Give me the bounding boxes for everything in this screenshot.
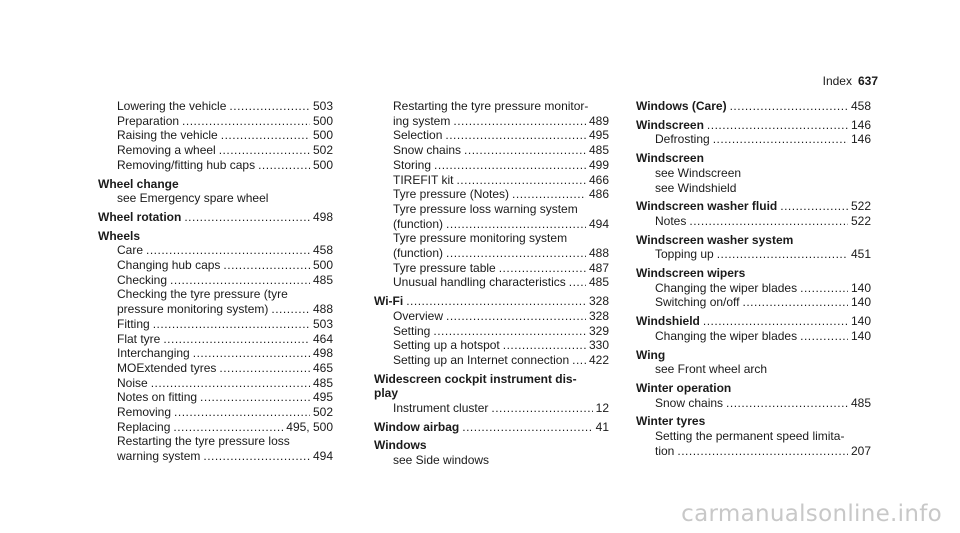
page-ref: 329: [588, 323, 609, 338]
entry-text: TIREFIT kit: [393, 172, 454, 187]
page-ref: 140: [850, 280, 871, 295]
page-ref: 498: [312, 346, 333, 361]
page-header: [823, 74, 878, 88]
dot-leader: [271, 302, 310, 317]
index-entry: [374, 353, 609, 368]
entry-text: Care: [117, 243, 144, 258]
index-entry: [374, 173, 609, 188]
index-entry: [98, 128, 333, 143]
entry-text: Windscreen washer system: [636, 232, 794, 247]
index-entry: [98, 317, 333, 332]
entry-text: Wi-Fi: [374, 294, 404, 309]
index-entry: [636, 247, 871, 262]
entry-text: see Front wheel arch: [655, 362, 768, 377]
dot-leader: [453, 114, 586, 129]
page-ref: 140: [850, 295, 871, 310]
page-ref: 485: [588, 275, 609, 290]
dot-leader: [406, 294, 586, 309]
page-ref: 522: [850, 213, 871, 228]
index-heading: [374, 438, 609, 453]
index-entry: [374, 202, 609, 231]
index-entry: [98, 346, 333, 361]
index-heading: [98, 210, 333, 225]
entry-text: ing system: [393, 113, 451, 128]
dot-leader: [780, 199, 848, 214]
dot-leader: [219, 361, 310, 376]
index-entry: [98, 390, 333, 405]
entry-line: Tyre pressure loss warning system: [393, 201, 578, 216]
entry-text: Selection: [393, 128, 443, 143]
index-heading: [636, 348, 871, 363]
entry-text: Wheel rotation: [98, 209, 182, 224]
index-entry: [374, 309, 609, 324]
entry-text: Removing/fitting hub caps: [117, 157, 256, 172]
dot-leader: [713, 132, 848, 147]
dot-leader: [221, 128, 310, 143]
page-ref: 494: [588, 216, 609, 231]
entry-text: see Windscreen: [655, 165, 742, 180]
page-ref: 485: [588, 143, 609, 158]
dot-leader: [677, 444, 848, 459]
page-ref: 498: [312, 209, 333, 224]
index-entry: [98, 273, 333, 288]
page-ref: 489: [588, 113, 609, 128]
dot-leader: [229, 99, 310, 114]
index-entry: [98, 99, 333, 114]
index-entry: [636, 281, 871, 296]
index-entry: [636, 214, 871, 229]
index-heading: [636, 233, 871, 248]
page-ref: 464: [312, 331, 333, 346]
index-entry: [98, 332, 333, 347]
index-entry: [98, 434, 333, 463]
page-ref: 495: [312, 390, 333, 405]
page-number: 637: [857, 74, 878, 88]
index-entry: [636, 295, 871, 310]
index-entry: [374, 158, 609, 173]
index-entry: [98, 420, 333, 435]
entry-text: see Windshield: [655, 180, 737, 195]
entry-text: Notes: [655, 213, 687, 228]
dot-leader: [689, 214, 848, 229]
dot-leader: [174, 405, 310, 420]
entry-text: (function): [393, 216, 444, 231]
index-entry: [636, 181, 871, 196]
entry-text: Setting up a hotspot: [393, 338, 500, 353]
dot-leader: [743, 295, 848, 310]
dot-leader: [434, 158, 586, 173]
page-ref: 207: [850, 443, 871, 458]
entry-text: Switching on/off: [655, 295, 740, 310]
entry-text: Windows (Care): [636, 99, 727, 113]
entry-text: Windscreen washer fluid: [636, 199, 778, 214]
dot-leader: [151, 376, 310, 391]
entry-line: Tyre pressure monitoring system: [393, 231, 568, 246]
index-entry: [98, 405, 333, 420]
index-heading: [636, 118, 871, 133]
dot-leader: [193, 346, 310, 361]
index-entry: [374, 231, 609, 260]
page-ref: 499: [588, 157, 609, 172]
index-entry: [636, 166, 871, 181]
index-entry: [98, 287, 333, 316]
index-entry: [374, 401, 609, 416]
dot-leader: [182, 114, 310, 129]
page-ref: 500: [312, 113, 333, 128]
index-column-3: [636, 99, 871, 458]
index-heading: [636, 99, 871, 114]
page-ref: 502: [312, 143, 333, 158]
entry-line: Restarting the tyre pressure monitor-: [393, 99, 589, 113]
dot-leader: [572, 353, 586, 368]
dot-leader: [445, 128, 586, 143]
page-ref: 488: [312, 302, 333, 317]
page-ref: 146: [850, 132, 871, 147]
page-ref: 503: [312, 99, 333, 113]
index-heading: [98, 177, 333, 192]
index-entry: [374, 275, 609, 290]
dot-leader: [499, 261, 586, 276]
entry-text: Removing a wheel: [117, 143, 216, 158]
entry-text: Snow chains: [655, 395, 724, 410]
index-entry: [374, 453, 609, 468]
entry-text: Lowering the vehicle: [117, 99, 227, 113]
dot-leader: [433, 324, 586, 339]
entry-text: Overview: [393, 308, 444, 323]
index-heading: [636, 266, 871, 281]
index-heading: [636, 314, 871, 329]
entry-line: Checking the tyre pressure (tyre: [117, 287, 288, 302]
dot-leader: [569, 275, 586, 290]
dot-leader: [800, 281, 848, 296]
entry-text: Wheel change: [98, 176, 179, 191]
page-ref: 495: [588, 128, 609, 143]
entry-text: Instrument cluster: [393, 401, 489, 416]
entry-text: Winter tyres: [636, 414, 706, 429]
entry-text: Windows: [374, 438, 427, 453]
index-entry: [636, 429, 871, 458]
entry-text: Changing the wiper blades: [655, 328, 798, 343]
entry-text: Unusual handling characteristics: [393, 275, 566, 290]
entry-line: play: [374, 386, 399, 401]
entry-line: Restarting the tyre pressure loss: [117, 434, 290, 449]
dot-leader: [173, 420, 283, 435]
entry-text: Wing: [636, 347, 666, 362]
entry-text: Changing hub caps: [117, 258, 221, 273]
index-entry: [636, 329, 871, 344]
entry-text: Tyre pressure (Notes): [393, 187, 510, 202]
entry-text: warning system: [117, 449, 201, 464]
index-heading: [374, 294, 609, 309]
index-entry: [636, 132, 871, 147]
dot-leader: [464, 143, 586, 158]
entry-text: (function): [393, 246, 444, 261]
page-ref: 503: [312, 316, 333, 331]
entry-text: Preparation: [117, 113, 180, 128]
index-entry: [98, 243, 333, 258]
entry-text: Tyre pressure table: [393, 260, 496, 275]
index-heading: [374, 372, 609, 401]
entry-text: Flat tyre: [117, 331, 161, 346]
entry-text: Wheels: [98, 228, 141, 243]
index-entry: [98, 376, 333, 391]
entry-text: Setting up an Internet connection: [393, 352, 570, 367]
index-heading: [636, 414, 871, 429]
entry-text: Defrosting: [655, 132, 710, 147]
page-ref: 458: [312, 243, 333, 258]
page-ref: 422: [588, 352, 609, 367]
entry-text: Raising the vehicle: [117, 128, 218, 143]
index-column-1: [98, 99, 333, 464]
entry-text: pressure monitoring system): [117, 302, 269, 317]
dot-leader: [726, 396, 848, 411]
dot-leader: [456, 173, 586, 188]
dot-leader: [146, 243, 310, 258]
dot-leader: [491, 401, 592, 416]
entry-text: Windscreen wipers: [636, 266, 746, 281]
entry-text: Snow chains: [393, 143, 462, 158]
index-entry: [374, 261, 609, 276]
page-ref: 140: [850, 328, 871, 343]
page-ref: 330: [588, 338, 609, 353]
entry-text: Interchanging: [117, 346, 190, 361]
entry-text: Notes on fitting: [117, 390, 198, 405]
entry-text: Checking: [117, 272, 168, 287]
index-entry: [98, 143, 333, 158]
index-entry: [374, 128, 609, 143]
dot-leader: [200, 390, 310, 405]
entry-text: MOExtended tyres: [117, 360, 217, 375]
dot-leader: [800, 329, 848, 344]
page-ref: 486: [588, 187, 609, 202]
index-entry: [636, 396, 871, 411]
entry-text: Noise: [117, 375, 148, 390]
entry-text: see Side windows: [393, 453, 490, 468]
entry-line: Setting the permanent speed limita-: [655, 429, 845, 444]
index-entry: [374, 338, 609, 353]
dot-leader: [703, 314, 848, 329]
page-ref: 487: [588, 260, 609, 275]
index-entry: [374, 143, 609, 158]
index-entry: [374, 187, 609, 202]
dot-leader: [512, 187, 586, 202]
dot-leader: [462, 420, 592, 435]
dot-leader: [717, 247, 848, 262]
index-heading: [374, 420, 609, 435]
page-ref: 466: [588, 172, 609, 187]
entry-text: Winter operation: [636, 380, 732, 395]
dot-leader: [163, 332, 310, 347]
page-ref: 451: [850, 247, 871, 262]
index-entry: [374, 324, 609, 339]
entry-text: Storing: [393, 157, 432, 172]
page-ref: 488: [588, 246, 609, 261]
dot-leader: [707, 118, 848, 133]
dot-leader: [170, 273, 310, 288]
page-ref: 465: [312, 360, 333, 375]
entry-text: see Emergency spare wheel: [117, 191, 269, 206]
dot-leader: [446, 309, 586, 324]
page-ref: 41: [595, 419, 609, 434]
dot-leader: [153, 317, 310, 332]
page-ref: 522: [850, 199, 871, 214]
index-label: Index: [822, 74, 852, 88]
entry-text: Removing: [117, 405, 172, 420]
dot-leader: [446, 246, 586, 261]
index-entry: [374, 99, 609, 128]
entry-text: Windshield: [636, 314, 700, 329]
dot-leader: [503, 338, 586, 353]
entry-text: Changing the wiper blades: [655, 280, 798, 295]
index-heading: [98, 229, 333, 244]
entry-text: Fitting: [117, 316, 150, 331]
index-heading: [636, 199, 871, 214]
index-heading: [636, 381, 871, 396]
dot-leader: [223, 258, 310, 273]
page-ref: 495, 500: [286, 419, 333, 434]
index-heading: [636, 151, 871, 166]
page-ref: 146: [850, 117, 871, 132]
dot-leader: [258, 158, 310, 173]
page-ref: 328: [588, 308, 609, 323]
page-ref: 485: [850, 395, 871, 410]
entry-line: Widescreen cockpit instrument dis-: [374, 371, 577, 386]
index-entry: [98, 158, 333, 173]
page-ref: 485: [312, 375, 333, 390]
index-entry: [98, 258, 333, 273]
page-ref: 502: [312, 405, 333, 420]
dot-leader: [219, 143, 310, 158]
dot-leader: [730, 99, 848, 114]
index-entry: [98, 114, 333, 129]
dot-leader: [446, 217, 586, 232]
dot-leader: [203, 449, 310, 464]
page-ref: 500: [312, 157, 333, 172]
page-ref: 494: [312, 449, 333, 464]
index-entry: [98, 191, 333, 206]
page-ref: 328: [588, 294, 609, 309]
entry-text: Setting: [393, 323, 431, 338]
entry-text: Windscreen: [636, 117, 704, 132]
entry-text: Window airbag: [374, 419, 460, 434]
entry-text: tion: [655, 443, 675, 458]
page-ref: 12: [595, 401, 609, 416]
page-ref: 458: [850, 99, 871, 113]
index-column-2: [374, 99, 609, 468]
page-ref: 500: [312, 258, 333, 273]
dot-leader: [184, 210, 310, 225]
page-ref: 140: [850, 314, 871, 329]
index-entry: [636, 362, 871, 377]
watermark: carmanualsonline.info: [681, 501, 942, 527]
entry-text: Topping up: [655, 247, 714, 262]
page-ref: 500: [312, 128, 333, 143]
entry-text: Replacing: [117, 419, 171, 434]
page-ref: 485: [312, 272, 333, 287]
index-entry: [98, 361, 333, 376]
entry-text: Windscreen: [636, 151, 704, 166]
